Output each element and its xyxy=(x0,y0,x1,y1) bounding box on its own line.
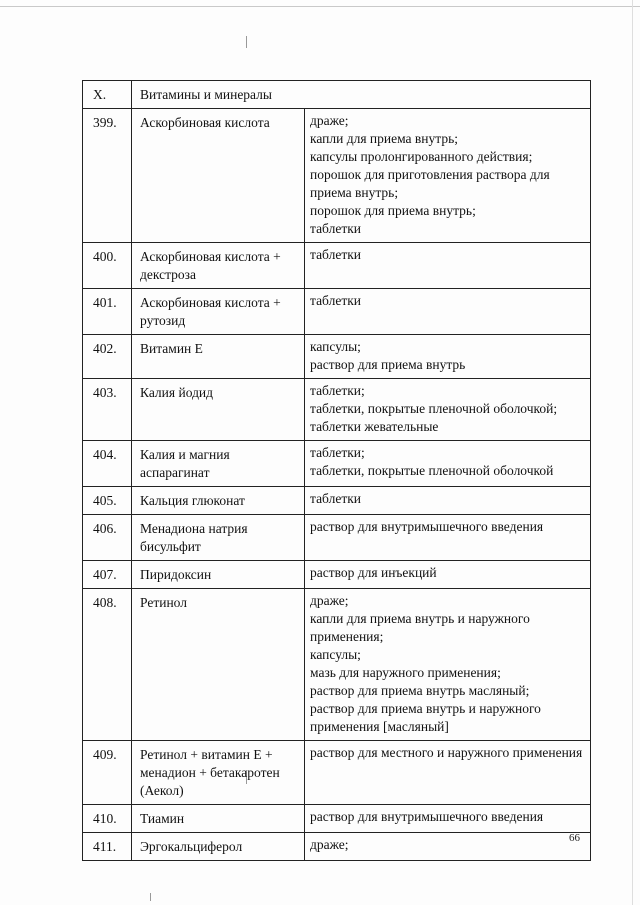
table-body xyxy=(83,81,591,861)
row-number: 409. xyxy=(83,741,132,805)
dosage-form-item: капли для приема внутрь; xyxy=(310,131,458,146)
dosage-form-item: капсулы; xyxy=(310,647,361,662)
medicine-name: Калия и магния аспарагинат xyxy=(132,441,305,487)
section-number: X. xyxy=(83,81,132,109)
medicine-name: Витамин Е xyxy=(132,335,305,379)
medicine-name: Пиридоксин xyxy=(132,561,305,589)
table-row xyxy=(83,289,591,335)
table-row xyxy=(83,487,591,515)
row-number: 407. xyxy=(83,561,132,589)
dosage-form-item: раствор для приема внутрь xyxy=(310,357,466,372)
dosage-forms xyxy=(305,561,591,589)
dosage-form-item: таблетки xyxy=(310,491,362,506)
dosage-form-item: раствор для приема внутрь и наружного применения [масляный] xyxy=(310,701,541,734)
table-row xyxy=(83,515,591,561)
table-row xyxy=(83,589,591,741)
dosage-forms xyxy=(305,805,591,833)
table-row xyxy=(83,741,591,805)
dosage-form-item: драже; xyxy=(310,837,349,852)
scan-speck xyxy=(150,893,151,901)
dosage-form-item: раствор для инъекций xyxy=(310,565,437,580)
medicine-name: Ретинол xyxy=(132,589,305,741)
dosage-form-item: таблетки, покрытые пленочной оболочкой; xyxy=(310,401,558,416)
dosage-form-item: раствор для приема внутрь масляный; xyxy=(310,683,530,698)
table-row xyxy=(83,379,591,441)
table-row xyxy=(83,561,591,589)
dosage-form-item: драже; xyxy=(310,593,349,608)
table-row xyxy=(83,805,591,833)
row-number: 399. xyxy=(83,109,132,243)
row-number: 403. xyxy=(83,379,132,441)
dosage-forms xyxy=(305,109,591,243)
dosage-forms xyxy=(305,243,591,289)
dosage-forms xyxy=(305,379,591,441)
dosage-form-item: капсулы; xyxy=(310,339,361,354)
dosage-forms xyxy=(305,487,591,515)
dosage-forms xyxy=(305,589,591,741)
scan-top-edge xyxy=(0,6,640,7)
row-number: 408. xyxy=(83,589,132,741)
dosage-form-item: раствор для внутримышечного введения xyxy=(310,519,544,534)
row-number: 405. xyxy=(83,487,132,515)
row-number: 410. xyxy=(83,805,132,833)
row-number: 402. xyxy=(83,335,132,379)
row-number: 411. xyxy=(83,833,132,861)
dosage-form-item: таблетки, покрытые пленочной оболочкой xyxy=(310,463,554,478)
dosage-forms xyxy=(305,335,591,379)
dosage-form-item: таблетки xyxy=(310,221,362,236)
dosage-form-item: мазь для наружного применения; xyxy=(310,665,501,680)
dosage-form-item: драже; xyxy=(310,113,349,128)
table-row xyxy=(83,335,591,379)
dosage-forms xyxy=(305,515,591,561)
dosage-forms xyxy=(305,441,591,487)
scan-speck xyxy=(246,36,247,48)
scan-right-edge xyxy=(632,0,633,905)
medicine-name: Ретинол + витамин Е + менадион + бетакаротен (Аекол) xyxy=(132,741,305,805)
medicine-name: Эргокальциферол xyxy=(132,833,305,861)
section-title: Витамины и минералы xyxy=(132,81,591,109)
dosage-form-item: порошок для приготовления раствора для приема внутрь; xyxy=(310,167,550,200)
dosage-form-item: таблетки; xyxy=(310,445,365,460)
table-row xyxy=(83,243,591,289)
table-row xyxy=(83,833,591,861)
row-number: 401. xyxy=(83,289,132,335)
row-number: 406. xyxy=(83,515,132,561)
medicine-name: Аскорбиновая кислота + рутозид xyxy=(132,289,305,335)
medicine-name: Кальция глюконат xyxy=(132,487,305,515)
row-number: 404. xyxy=(83,441,132,487)
medicine-name: Менадиона натрия бисульфит xyxy=(132,515,305,561)
dosage-form-item: таблетки xyxy=(310,293,362,308)
dosage-form-item: таблетки; xyxy=(310,383,365,398)
dosage-form-item: порошок для приема внутрь; xyxy=(310,203,476,218)
dosage-form-item: раствор для местного и наружного применения xyxy=(310,745,583,760)
dosage-forms xyxy=(305,741,591,805)
dosage-form-item: таблетки жевательные xyxy=(310,419,439,434)
dosage-forms xyxy=(305,833,591,861)
dosage-form-item: раствор для внутримышечного введения xyxy=(310,809,544,824)
medicine-name: Тиамин xyxy=(132,805,305,833)
medicine-name: Калия йодид xyxy=(132,379,305,441)
table-row xyxy=(83,109,591,243)
medicine-name: Аскорбиновая кислота + декстроза xyxy=(132,243,305,289)
row-number: 400. xyxy=(83,243,132,289)
dosage-forms xyxy=(305,289,591,335)
page-number: 66 xyxy=(569,832,580,844)
dosage-form-item: таблетки xyxy=(310,247,362,262)
dosage-form-item: капли для приема внутрь и наружного применения; xyxy=(310,611,530,644)
dosage-form-item: капсулы пролонгированного действия; xyxy=(310,149,533,164)
section-header-row xyxy=(83,81,591,109)
medicine-table xyxy=(82,80,591,861)
table-row xyxy=(83,441,591,487)
medicine-name: Аскорбиновая кислота xyxy=(132,109,305,243)
